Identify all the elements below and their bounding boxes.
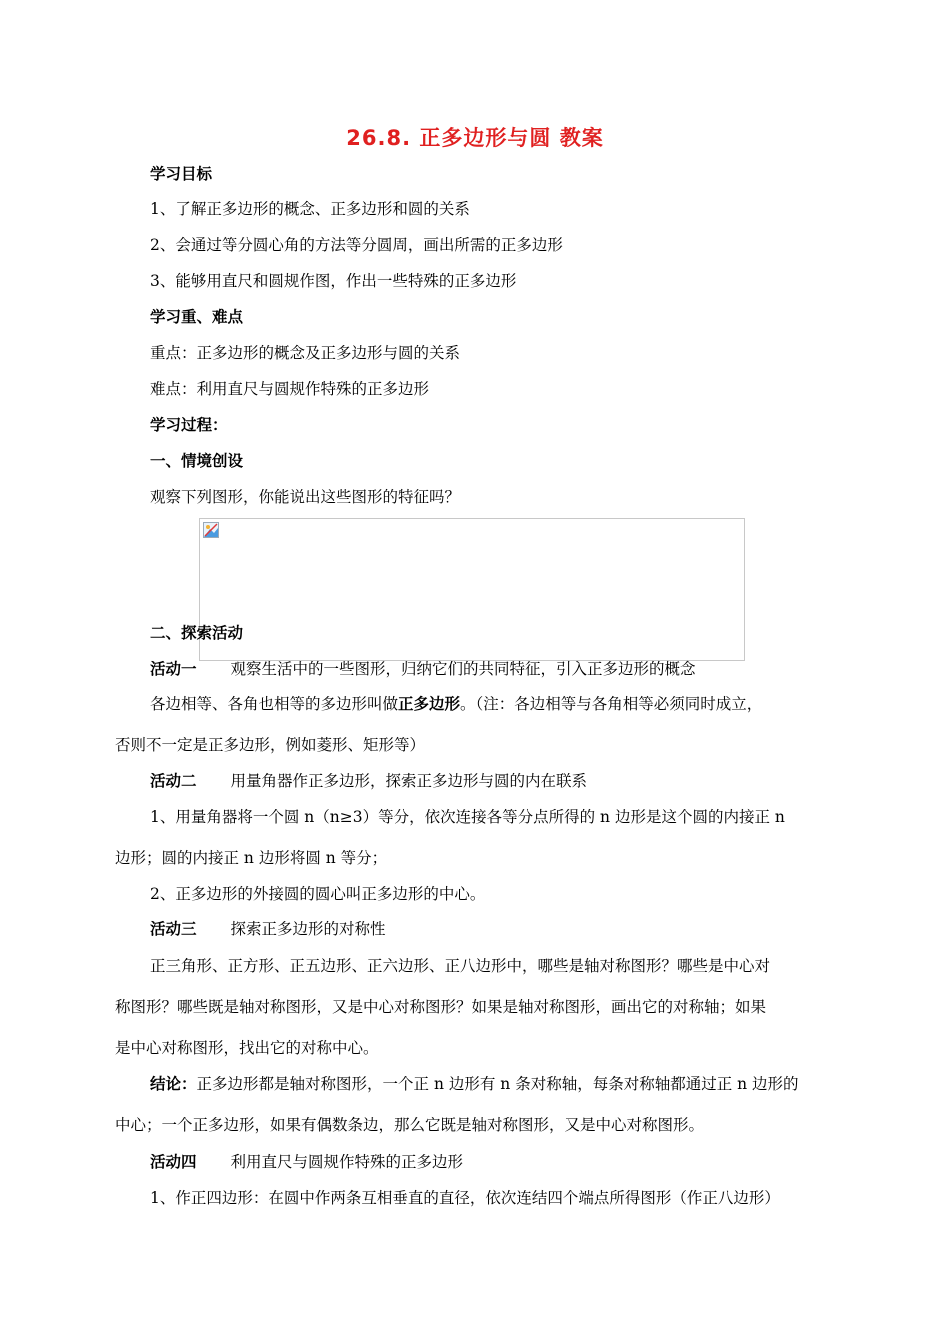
broken-image-icon xyxy=(203,522,219,538)
activity3-question-a: 正三角形、正方形、正五边形、正六边形、正八边形中，哪些是轴对称图形？哪些是中心对 xyxy=(150,957,771,975)
keypoints-heading: 学习重、难点 xyxy=(150,308,244,326)
section2-heading: 二、探索活动 xyxy=(150,624,244,642)
difficult-point: 难点：利用直尺与圆规作特殊的正多边形 xyxy=(150,380,430,398)
objectives-heading: 学习目标 xyxy=(150,165,213,183)
activity2-paragraph2: 2、正多边形的外接圆的圆心叫正多边形的中心。 xyxy=(150,885,486,903)
activity4-text: 利用直尺与圆规作特殊的正多边形 xyxy=(230,1153,464,1171)
activity1-text: 观察生活中的一些图形，归纳它们的共同特征，引入正多边形的概念 xyxy=(230,660,696,678)
activity3-line xyxy=(150,918,386,940)
activity2-label: 活动二 xyxy=(150,772,197,790)
process-heading: 学习过程： xyxy=(150,416,228,434)
section1-text: 观察下列图形，你能说出这些图形的特征吗？ xyxy=(150,488,461,506)
activity4-label: 活动四 xyxy=(150,1153,197,1171)
activity1-label: 活动一 xyxy=(150,660,197,678)
key-point: 重点：正多边形的概念及正多边形与圆的关系 xyxy=(150,344,461,362)
activity4-paragraph1: 1、作正四边形：在圆中作两条互相垂直的直径，依次连结四个端点所得图形（作正八边形） xyxy=(150,1189,780,1207)
definition-term: 正多边形 xyxy=(398,695,461,713)
definition-pre: 各边相等、各角也相等的多边形叫做 xyxy=(150,695,399,713)
activity3-question-b: 称图形？哪些既是轴对称图形，又是中心对称图形？如果是轴对称图形，画出它的对称轴；如果 xyxy=(115,998,767,1016)
conclusion-text-b: 中心；一个正多边形，如果有偶数条边，那么它既是轴对称图形，又是中心对称图形。 xyxy=(115,1116,705,1134)
objective-item-3: 3、能够用直尺和圆规作图，作出一些特殊的正多边形 xyxy=(150,272,517,290)
conclusion-label: 结论： xyxy=(150,1075,197,1093)
activity2-line xyxy=(150,770,587,792)
activity4-line xyxy=(150,1151,463,1173)
activity2-paragraph1-a: 1、用量角器将一个圆 n（n≥3）等分，依次连接各等分点所得的 n 边形是这个圆的内接正 n xyxy=(150,808,785,826)
conclusion-line xyxy=(150,1073,799,1095)
conclusion-text-a: 正多边形都是轴对称图形，一个正 n 边形有 n 条对称轴，每条对称轴都通过正 n 边形的 xyxy=(196,1075,799,1093)
objective-item-2: 2、会通过等分圆心角的方法等分圆周，画出所需的正多边形 xyxy=(150,236,563,254)
figure-image-placeholder xyxy=(199,518,745,661)
section1-heading: 一、情境创设 xyxy=(150,452,244,470)
document-title: 26.8. 正多边形与圆 教案 xyxy=(346,126,604,150)
activity2-paragraph1-b: 边形；圆的内接正 n 边形将圆 n 等分； xyxy=(115,849,388,867)
definition-post: 。（注：各边相等与各角相等必须同时成立， xyxy=(460,695,763,713)
activity1-line xyxy=(150,658,696,680)
definition-continuation: 否则不一定是正多边形，例如菱形、矩形等） xyxy=(115,736,426,754)
activity3-question-c: 是中心对称图形，找出它的对称中心。 xyxy=(115,1039,379,1057)
activity3-label: 活动三 xyxy=(150,920,197,938)
definition-line xyxy=(150,693,762,715)
activity3-text: 探索正多边形的对称性 xyxy=(230,920,386,938)
objective-item-1: 1、了解正多边形的概念、正多边形和圆的关系 xyxy=(150,200,470,218)
activity2-text: 用量角器作正多边形，探索正多边形与圆的内在联系 xyxy=(230,772,588,790)
